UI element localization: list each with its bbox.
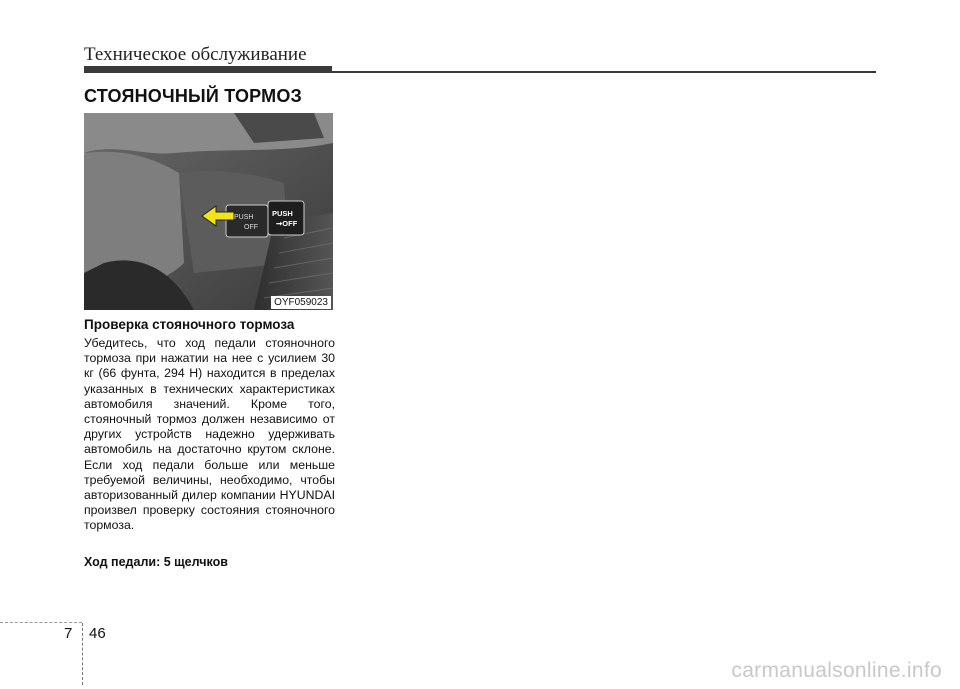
header-rule-thick <box>84 66 332 73</box>
subheading: Проверка стояночного тормоза <box>84 317 295 332</box>
figure-code: OYF059023 <box>271 296 331 309</box>
parking-brake-figure <box>84 113 333 310</box>
pedal-label-left: PUSH <box>234 214 254 221</box>
footer-divider <box>0 622 82 623</box>
watermark: carmanualsonline.info <box>731 659 942 682</box>
pedal-travel-note: Ход педали: 5 щелчков <box>84 555 228 569</box>
svg-text:➞OFF: ➞OFF <box>276 219 298 228</box>
section-title: СТОЯНОЧНЫЙ ТОРМОЗ <box>84 86 302 106</box>
header-title: Техническое обслуживание <box>84 44 307 65</box>
pedal-label-right: PUSH <box>272 209 293 218</box>
svg-text:OFF: OFF <box>244 224 258 231</box>
page-number-divider <box>82 623 83 685</box>
body-paragraph <box>84 336 335 534</box>
chapter-number: 7 <box>64 625 73 642</box>
page-number: 46 <box>89 625 106 642</box>
paragraph-text: Убедитесь, что ход педали стояночного тормоза при нажатии на нее с усилием 30 кг (66 фунта, 294 Н) находится в пределах указанных в технических характеристиках автомобиля значений. Кроме того, стояночный тормоз должен независимо от других устройств надежно удерживать автомобиль на достаточно крутом склоне. Если ход педали больше или меньше требуемой величины, необходимо, чтобы авторизованный дилер компании HYUNDAI произвел проверку состояния стояночного тормоза. <box>84 336 335 533</box>
header-rule-thin <box>332 71 876 73</box>
parking-brake-illustration <box>84 113 333 310</box>
